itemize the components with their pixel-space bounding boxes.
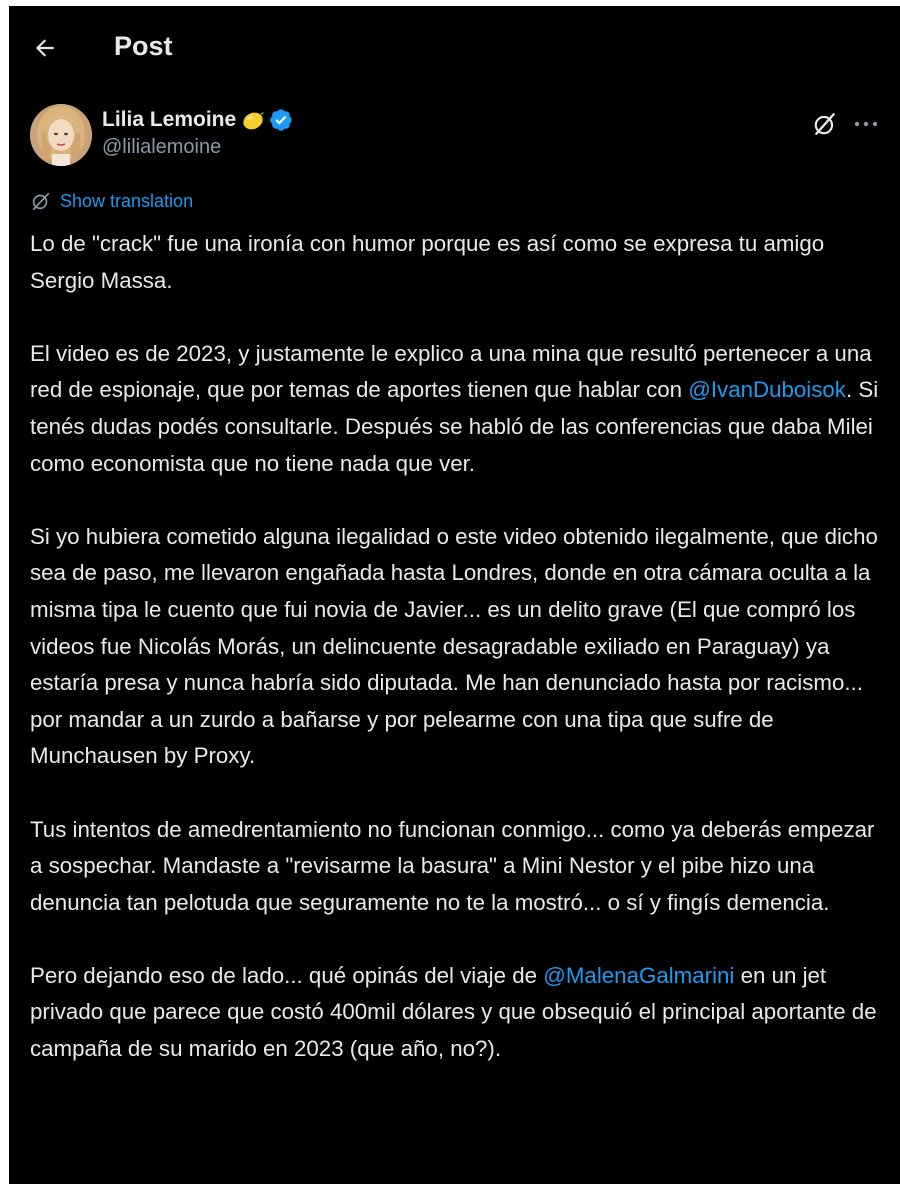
lemon-icon [241,109,265,131]
tweet-text-segment: El video es de 2023, y justamente le explico a una mina que resultó pertenecer a una red de espionaje, que por temas de aportes tienen que hablar con [30,340,872,403]
show-translation-button[interactable] [30,190,193,212]
tweet-paragraph-5 [30,958,890,1068]
author-name-row [102,106,293,134]
tweet-text-segment: . Si tenés dudas podés consultarle. Después se habló de las conferencias que daba Milei como economista que no tiene nada que ver. [30,377,879,476]
tweet-paragraph-3 [30,519,890,775]
translate-globe-icon [30,190,52,212]
tweet-paragraph-2 [30,336,890,482]
author-info [102,106,293,159]
post-header [9,6,900,86]
arrow-left-icon [32,35,58,61]
page-title: Post [114,31,173,61]
avatar[interactable] [30,104,92,166]
grok-button[interactable] [809,108,841,140]
tweet-text-segment: Tus intentos de amedrentamiento no funcionan conmigo... como ya deberás empezar a sospechar. Mandaste a "revisarme la basura" a Mini Nestor y el pibe hizo una denuncia tan pelotuda que seguramente no te la mostró... o sí y fingís demencia. [30,816,875,915]
tweet-text-segment: en un jet privado que parece que costó 400mil dólares y que obsequió el principal aportante de campaña de su marido en 2023 (que año, no?). [30,962,877,1062]
tweet-paragraph-4 [30,812,890,922]
tweet-text [30,226,890,1068]
tweet-text-segment: Pero dejando eso de lado... qué opinás del viaje de [30,962,544,988]
mention-link-ivanduboisok[interactable]: @IvanDuboisok [688,377,846,403]
mention-link-malenagalmarini[interactable]: @MalenaGalmarini [543,962,735,988]
author-display-name[interactable]: Lilia Lemoine [102,108,237,131]
tweet-paragraph-1 [30,226,890,299]
tweet-text-segment: Lo de "crack" fue una ironía con humor porque es así como se expresa tu amigo Sergio Massa. [30,231,825,293]
author-handle[interactable]: @lilialemoine [102,136,222,158]
verified-badge-icon[interactable] [269,108,293,132]
more-dots-icon [853,120,879,128]
post-page [9,6,900,1184]
tweet-text-segment: Si yo hubiera cometido alguna ilegalidad o este video obtenido ilegalmente, que dicho sea de paso, me llevaron engañada hasta Londres, donde en otra cámara oculta a la misma tipa le cuento que fui novia de Javier... es un delito grave (El que compró los videos fue Nicolás Morás, un delincuente desagradable exiliado en Paraguay) ya estaría presa y nunca habría sido diputada. Me han denunciado hasta por racismo... por mandar a un zurdo a bañarse y por pelearme con una tipa que sufre de Munchausen by Proxy. [30,523,878,769]
avatar-image [30,104,92,166]
show-translation-label: Show translation [60,190,194,211]
more-options-button[interactable] [849,108,883,140]
grok-icon [812,111,838,137]
back-button[interactable] [25,28,65,68]
